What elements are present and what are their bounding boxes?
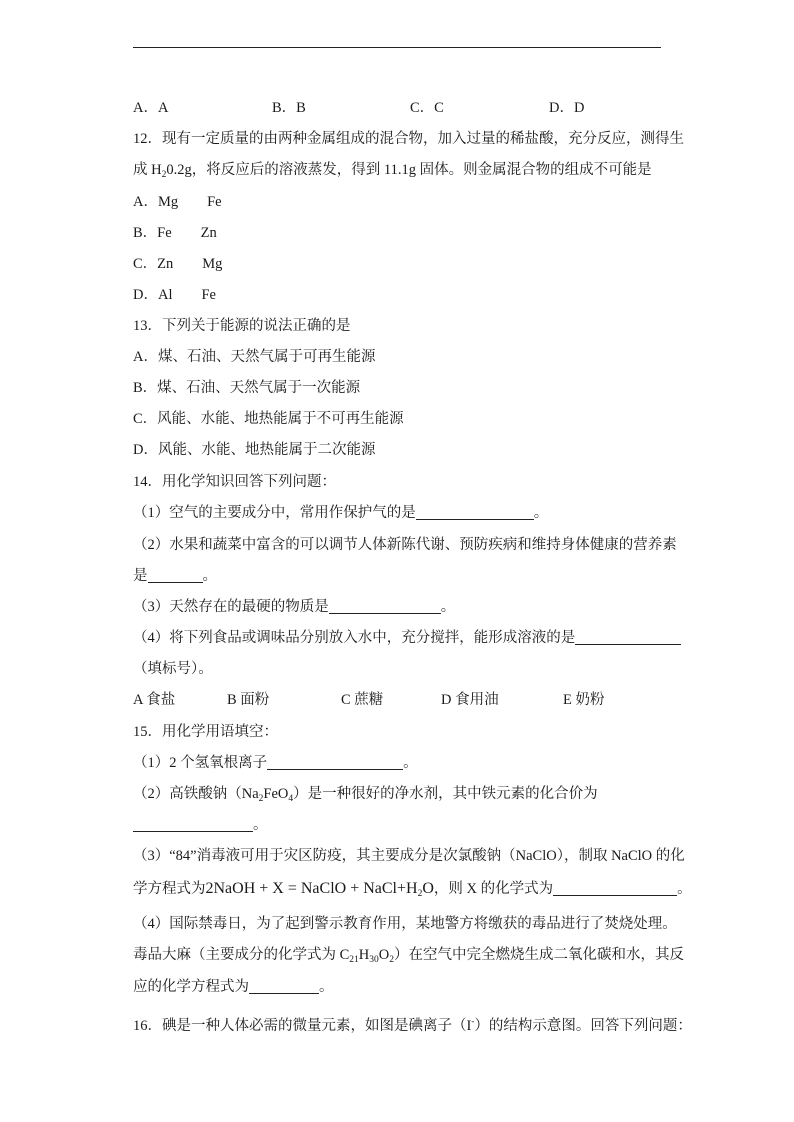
q14-choices [133, 691, 661, 709]
q14-choice-e: E 奶粉 [563, 692, 605, 708]
q14-part2-line2: 是 。 [133, 568, 217, 584]
q15-part1: （1）2 个氢氧根离子 。 [133, 755, 418, 771]
answer-blank[interactable] [416, 505, 534, 520]
q15-part3-line2: 学方程式为2NaOH + X = NaClO + $NaCl+H_2O$，则 X 的化学式为 。 [133, 880, 692, 899]
q14-stem: 14．用化学知识回答下列问题： [133, 474, 336, 490]
q11-option-d: D．D [549, 100, 585, 116]
q15-part4-line3: 应的化学方程式为 。 [133, 979, 334, 995]
q13-option-d: D．风能、水能、地热能属于二次能源 [133, 442, 376, 458]
q14-part1: （1）空气的主要成分中，常用作保护气的是 。 [133, 505, 549, 521]
q13-option-b: B．煤、石油、天然气属于一次能源 [133, 380, 361, 396]
q13-option-c: C．风能、水能、地热能属于不可再生能源 [133, 411, 404, 427]
q12-option-c: C．Zn Mg [133, 256, 223, 272]
q11-option-c: C．C [410, 100, 444, 116]
q13-stem: 13．下列关于能源的说法正确的是 [133, 318, 351, 334]
q14-part4-line2: （填标号）。 [133, 661, 213, 677]
q14-choice-b: B 面粉 [227, 692, 270, 708]
q14-part2-line1: （2）水果和蔬菜中富含的可以调节人体新陈代谢、预防疾病和维持身体健康的营养素 [133, 537, 677, 553]
answer-blank[interactable] [553, 881, 677, 896]
q14-choice-c: C 蔗糖 [341, 692, 384, 708]
chemical-equation: 2NaOH + X = NaClO + $NaCl+H_2O$ [205, 880, 434, 899]
q14-part3: （3）天然存在的最硬的物质是 。 [133, 599, 456, 615]
q11-option-a: A．A [133, 100, 169, 116]
q12-option-b: B．Fe Zn [133, 225, 217, 241]
q14-choice-d: D 食用油 [441, 692, 499, 708]
q12-stem-line2: 成 $H_20.2g$，将反应后的溶液蒸发，得到 11.1g 固体。则金属混合物的组成不可能是 [133, 162, 652, 180]
answer-blank[interactable] [575, 630, 681, 645]
q15-part4-line2: 毒品大麻（主要成分的化学式为 $C_{21}H_{30}O_2$）在空气中完全燃烧生成二氧化碳和水，其反 [133, 947, 685, 965]
q15-part3-line1: （3）“84”消毒液可用于灾区防疫，其主要成分是次氯酸钠（NaClO），制取 NaClO 的化 [133, 848, 685, 864]
answer-blank[interactable] [148, 568, 203, 583]
answer-blank[interactable] [133, 817, 253, 832]
q12-stem-line1: 12．现有一定质量的由两种金属组成的混合物，加入过量的稀盐酸，充分反应，测得生 [133, 131, 684, 147]
q14-choice-a: A 食盐 [133, 692, 176, 708]
answer-blank[interactable] [329, 599, 441, 614]
q15-part4-line1: （4）国际禁毒日，为了起到警示教育作用，某地警方将缴获的毒品进行了焚烧处理。 [133, 916, 677, 932]
q14-part4-line1: （4）将下列食品或调味品分别放入水中，充分搅拌，能形成溶液的是 [133, 629, 681, 647]
q15-part2-line2: 。 [133, 816, 268, 834]
answer-blank[interactable] [267, 755, 403, 770]
q11-option-b: B．B [272, 100, 306, 116]
q12-option-a: A．Mg Fe [133, 194, 222, 210]
q15-part2-line1: （2）高铁酸钠$(Na_2FeO_4)$是一种很好的净水剂，其中铁元素的化合价为 [133, 786, 598, 804]
q15-stem: 15．用化学用语填空： [133, 724, 278, 740]
q13-option-a: A．煤、石油、天然气属于可再生能源 [133, 349, 376, 365]
q12-option-d: D．Al Fe [133, 287, 216, 303]
q16-stem: 16．碘是一种人体必需的微量元素，如图是碘离子（I-）的结构示意图。回答下列问题： [133, 1016, 692, 1034]
header-rule [133, 47, 661, 48]
q11-options [133, 99, 661, 117]
answer-blank[interactable] [249, 979, 319, 994]
